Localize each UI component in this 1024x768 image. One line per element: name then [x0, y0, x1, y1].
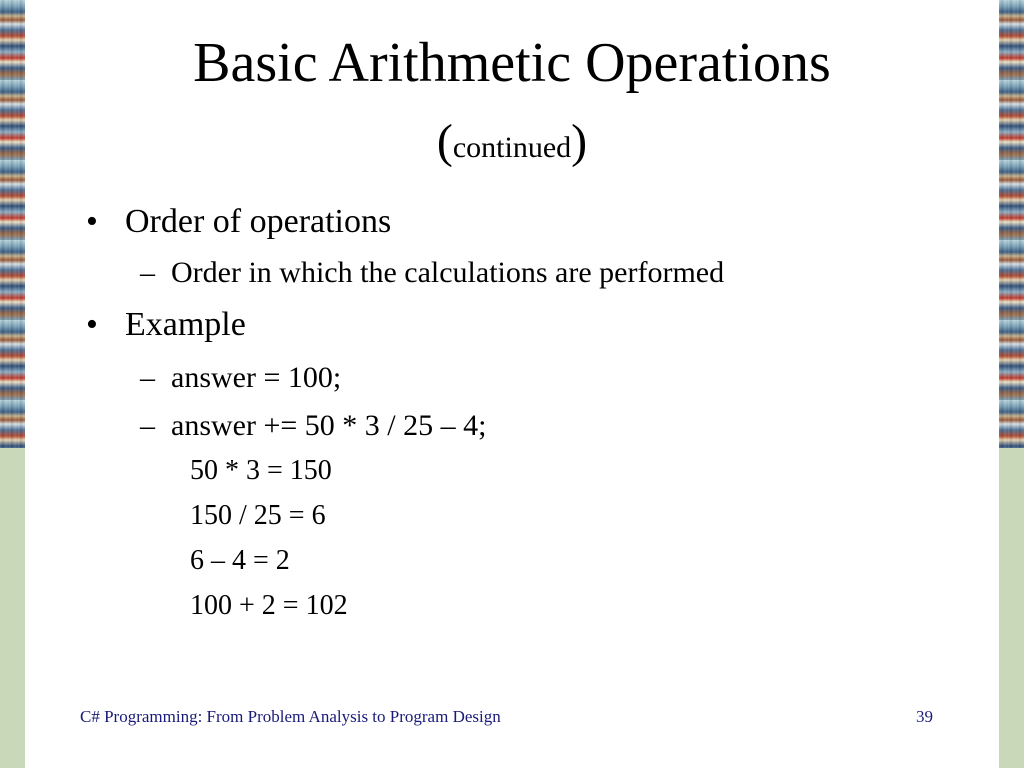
- slide-title: Basic Arithmetic Operations: [193, 32, 831, 94]
- bullet-marker: •: [86, 306, 98, 343]
- bullet-example: Example: [125, 306, 246, 343]
- subtitle-word: continued: [452, 131, 572, 164]
- sub-bullet-marker: –: [140, 409, 155, 442]
- page-number: 39: [916, 707, 933, 726]
- sub-bullet-order-description: Order in which the calculations are performed: [171, 256, 725, 289]
- example-code-line-2: answer += 50 * 3 / 25 – 4;: [171, 409, 487, 442]
- calculation-step-2: 150 / 25 = 6: [190, 500, 326, 531]
- calculation-step-4: 100 + 2 = 102: [190, 590, 348, 621]
- bullet-marker: •: [86, 203, 98, 240]
- bullet-order-of-operations: Order of operations: [125, 203, 392, 240]
- calculation-step-3: 6 – 4 = 2: [190, 545, 290, 576]
- footer-course-title: C# Programming: From Problem Analysis to Program Design: [80, 707, 501, 726]
- example-code-line-1: answer = 100;: [171, 361, 342, 394]
- calculation-step-1: 50 * 3 = 150: [190, 455, 332, 486]
- sub-bullet-marker: –: [140, 361, 155, 394]
- subtitle-close-paren: ): [571, 115, 588, 168]
- subtitle-open-paren: (: [436, 115, 453, 168]
- sub-bullet-marker: –: [140, 256, 155, 289]
